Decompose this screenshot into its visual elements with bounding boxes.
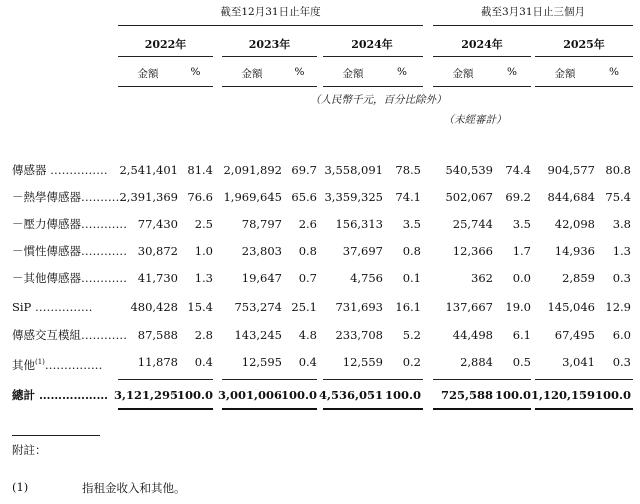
cell-amount-2024: 37,697 [342, 244, 383, 258]
cell-amount-2024: 4,536,051 [318, 388, 383, 402]
cell-amount-2022: 3,121,295 [113, 388, 178, 402]
cell-pct-2024: 5.2 [402, 328, 421, 342]
header-rule-quarterly [433, 25, 633, 26]
cell-amount-2024: 156,313 [335, 217, 383, 231]
cell-amount-2022: 41,730 [137, 271, 178, 285]
cell-pct-2025-q1: 3.8 [612, 217, 631, 231]
note-marker: (1) [12, 480, 29, 494]
cell-amount-2025-q1: 2,859 [562, 271, 595, 285]
table-row [0, 214, 640, 234]
col-rule-2023 [222, 86, 317, 87]
col-amount-2025-q1: 金額 [554, 68, 576, 80]
row-label: 總計 ……………… [12, 388, 109, 402]
year-2024-q1: 2024年 [461, 38, 503, 51]
cell-amount-2023: 143,245 [234, 328, 282, 342]
row-label: －壓力傳感器………… [12, 217, 127, 231]
col-amount-2024: 金額 [342, 68, 364, 80]
year-rule-2023 [222, 56, 317, 57]
cell-pct-2024-q1: 1.7 [512, 244, 531, 258]
group-title-quarterly: 截至3月31日止三個月 [480, 6, 586, 18]
row-label: SiP …………… [12, 300, 93, 314]
cell-pct-2025-q1: 75.4 [605, 190, 631, 204]
cell-amount-2024-q1: 2,884 [460, 355, 493, 369]
cell-amount-2024: 3,558,091 [324, 163, 383, 177]
cell-amount-2025-q1: 42,098 [554, 217, 595, 231]
cell-amount-2025-q1: 67,495 [554, 328, 595, 342]
cell-amount-2023: 23,803 [241, 244, 282, 258]
cell-pct-2024-q1: 6.1 [512, 328, 531, 342]
cell-amount-2022: 2,541,401 [119, 163, 178, 177]
cell-pct-2024-q1: 0.5 [512, 355, 531, 369]
cell-amount-2025-q1: 844,684 [547, 190, 595, 204]
footnote-ref: (1) [35, 358, 45, 366]
total-rule-bottom-2023 [222, 408, 317, 410]
cell-pct-2025-q1: 100.0 [594, 388, 631, 402]
cell-pct-2022: 1.3 [194, 271, 213, 285]
cell-amount-2024-q1: 12,366 [452, 244, 493, 258]
cell-amount-2025-q1: 3,041 [562, 355, 595, 369]
cell-pct-2024: 74.1 [395, 190, 421, 204]
table-row [0, 187, 640, 207]
cell-amount-2025-q1: 145,046 [547, 300, 595, 314]
cell-amount-2025-q1: 1,120,159 [530, 388, 595, 402]
cell-pct-2022: 2.8 [194, 328, 213, 342]
col-percent-2022: % [190, 66, 201, 78]
col-percent-2024: % [397, 66, 407, 78]
row-label [12, 352, 102, 375]
total-rule-top-2024-q1 [433, 379, 531, 380]
total-rule-top-2024 [323, 379, 423, 380]
cell-amount-2022: 480,428 [130, 300, 178, 314]
col-amount-2022: 金額 [137, 68, 159, 80]
cell-pct-2023: 0.7 [298, 271, 317, 285]
notes-separator [12, 435, 100, 436]
cell-pct-2024-q1: 3.5 [512, 217, 531, 231]
cell-pct-2024-q1: 19.0 [505, 300, 531, 314]
cell-pct-2024: 78.5 [395, 163, 421, 177]
year-rule-2022 [118, 56, 213, 57]
row-label: －慣性傳感器………… [12, 244, 127, 258]
group-title-annual: 截至12月31日止年度 [220, 6, 321, 18]
total-rule-top-2022 [118, 379, 213, 380]
cell-amount-2024: 4,756 [350, 271, 383, 285]
cell-pct-2022: 76.6 [187, 190, 213, 204]
cell-pct-2023: 4.8 [298, 328, 317, 342]
col-rule-2024-q1 [433, 86, 531, 87]
cell-pct-2022: 15.4 [187, 300, 213, 314]
cell-amount-2024-q1: 25,744 [452, 217, 493, 231]
cell-amount-2025-q1: 14,936 [554, 244, 595, 258]
year-2025-q1: 2025年 [563, 38, 605, 51]
col-percent-2024-q1: % [507, 66, 517, 78]
year-2022: 2022年 [144, 38, 187, 51]
col-rule-2024 [323, 86, 423, 87]
col-percent-2023: % [294, 66, 305, 78]
cell-pct-2025-q1: 0.3 [612, 355, 631, 369]
unit-note: （人民幣千元，百分比除外） [310, 94, 447, 106]
year-2024: 2024年 [351, 38, 393, 51]
table-row [0, 325, 640, 345]
cell-pct-2024-q1: 74.4 [505, 163, 531, 177]
row-label: 傳感交互模組………… [12, 328, 127, 342]
col-amount-2023: 金額 [241, 68, 263, 80]
table-row [0, 160, 640, 180]
cell-amount-2025-q1: 904,577 [547, 163, 595, 177]
cell-pct-2023: 0.8 [298, 244, 317, 258]
cell-amount-2022: 77,430 [137, 217, 178, 231]
cell-amount-2022: 11,878 [137, 355, 178, 369]
table-row [0, 241, 640, 261]
table-row [0, 268, 640, 288]
cell-pct-2023: 65.6 [291, 190, 317, 204]
notes-title: 附註： [12, 443, 47, 457]
cell-pct-2024: 16.1 [395, 300, 421, 314]
unaudited-note: （未經審計） [443, 114, 507, 126]
cell-pct-2024: 0.8 [402, 244, 421, 258]
total-rule-bottom-2022 [118, 408, 213, 410]
col-rule-2025-q1 [535, 86, 633, 87]
cell-pct-2024: 100.0 [384, 388, 421, 402]
total-rule-bottom-2024 [323, 408, 423, 410]
row-label-text: 其他 [12, 357, 35, 372]
cell-pct-2023: 25.1 [291, 300, 317, 314]
cell-pct-2025-q1: 80.8 [605, 163, 631, 177]
cell-amount-2024-q1: 137,667 [445, 300, 493, 314]
total-rule-top-2025-q1 [535, 379, 633, 380]
cell-amount-2022: 87,588 [137, 328, 178, 342]
cell-amount-2022: 30,872 [137, 244, 178, 258]
cell-pct-2024-q1: 69.2 [505, 190, 531, 204]
cell-amount-2024: 233,708 [335, 328, 383, 342]
total-rule-top-2023 [222, 379, 317, 380]
total-rule-bottom-2024-q1 [433, 408, 531, 410]
cell-amount-2024: 12,559 [342, 355, 383, 369]
cell-amount-2023: 753,274 [234, 300, 282, 314]
row-label: 傳感器 …………… [12, 163, 108, 177]
cell-amount-2024-q1: 502,067 [445, 190, 493, 204]
cell-pct-2025-q1: 1.3 [612, 244, 631, 258]
cell-amount-2024: 731,693 [335, 300, 383, 314]
total-row [0, 385, 640, 405]
year-rule-2025-q1 [535, 56, 633, 57]
cell-amount-2023: 12,595 [241, 355, 282, 369]
cell-amount-2024-q1: 540,539 [445, 163, 493, 177]
year-rule-2024-q1 [433, 56, 531, 57]
cell-amount-2024-q1: 725,588 [440, 388, 493, 402]
cell-pct-2022: 2.5 [194, 217, 213, 231]
cell-pct-2022: 100.0 [176, 388, 213, 402]
cell-pct-2023: 69.7 [291, 163, 317, 177]
cell-amount-2024-q1: 44,498 [452, 328, 493, 342]
cell-pct-2024: 3.5 [402, 217, 421, 231]
row-label: －熱學傳感器………… [12, 190, 127, 204]
table-row [0, 297, 640, 317]
col-percent-2025-q1: % [609, 66, 619, 78]
cell-amount-2023: 1,969,645 [223, 190, 282, 204]
cell-pct-2022: 0.4 [194, 355, 213, 369]
cell-amount-2022: 2,391,369 [119, 190, 178, 204]
cell-pct-2025-q1: 6.0 [612, 328, 631, 342]
cell-pct-2023: 100.0 [280, 388, 317, 402]
cell-pct-2022: 1.0 [194, 244, 213, 258]
cell-amount-2023: 3,001,006 [217, 388, 282, 402]
cell-pct-2024: 0.1 [402, 271, 421, 285]
row-label: －其他傳感器………… [12, 271, 127, 285]
cell-amount-2023: 2,091,892 [223, 163, 282, 177]
cell-pct-2024: 0.2 [402, 355, 421, 369]
year-2023: 2023年 [248, 38, 291, 51]
note-text: 指租金收入和其他。 [82, 481, 186, 495]
cell-pct-2023: 2.6 [298, 217, 317, 231]
cell-pct-2025-q1: 12.9 [605, 300, 631, 314]
cell-amount-2023: 78,797 [241, 217, 282, 231]
cell-pct-2022: 81.4 [187, 163, 213, 177]
cell-pct-2025-q1: 0.3 [612, 271, 631, 285]
row-label-dots: …………… [44, 357, 103, 372]
total-rule-bottom-2025-q1 [535, 408, 633, 410]
year-rule-2024 [323, 56, 423, 57]
cell-amount-2024: 3,359,325 [324, 190, 383, 204]
cell-pct-2024-q1: 100.0 [494, 388, 531, 402]
col-rule-2022 [118, 86, 213, 87]
cell-pct-2023: 0.4 [298, 355, 317, 369]
table-row [0, 352, 640, 372]
cell-amount-2024-q1: 362 [471, 271, 493, 285]
header-rule-annual [118, 25, 423, 26]
cell-pct-2024-q1: 0.0 [512, 271, 531, 285]
col-amount-2024-q1: 金額 [452, 68, 474, 80]
cell-amount-2023: 19,647 [241, 271, 282, 285]
